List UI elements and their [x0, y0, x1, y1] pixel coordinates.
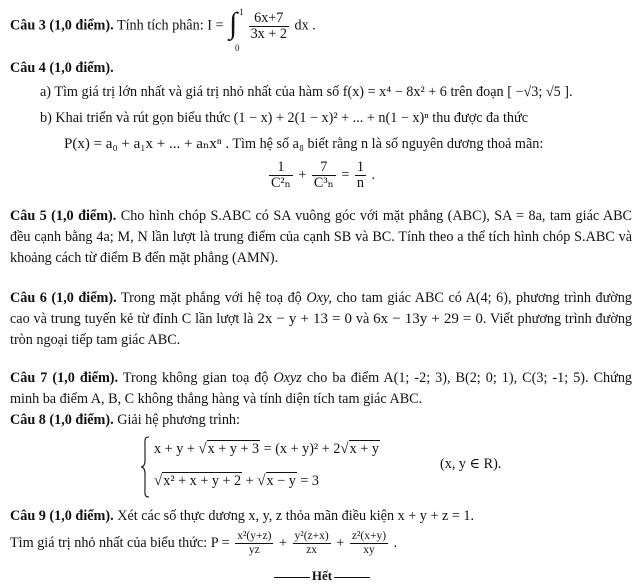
q3-numerator: 6x+7 — [249, 11, 289, 27]
question-4a — [40, 82, 632, 103]
q7-text1: Trong không gian toạ độ — [122, 370, 269, 386]
q4b-plus: + — [298, 166, 307, 183]
q4b-equals: = — [341, 166, 350, 183]
q9-title: Câu 9 (1,0 điểm). — [10, 508, 114, 524]
question-4b — [40, 108, 632, 129]
q4b-frac2 — [312, 160, 336, 191]
q4b-end: . — [371, 166, 376, 183]
integral-sign: ∫ 1 0 — [227, 8, 243, 44]
q7-text2: cho ba điểm A(1; -2; 3), B(2; 0; 1), C(3; -1; 5). Chứng minh ba điểm A, B, C không thẳng hàng và tính diện tích tam giác ABC. — [10, 370, 633, 407]
integral-lower: 0 — [235, 43, 240, 53]
q6-title: Câu 6 (1,0 điểm). — [10, 290, 117, 306]
eq1-radicand2: x + y — [349, 441, 379, 457]
eq2-radicand2: x − y — [266, 473, 296, 489]
q4b-text1: Khai triển và rút gọn biểu thức — [55, 110, 231, 126]
footer-text: Hết — [311, 568, 333, 583]
q4b-text2: thu được đa thức — [432, 110, 529, 126]
q3-text: Tính tích phân: — [116, 17, 204, 34]
q4b-text3: Tìm hệ số a₈ biết rằng n là số nguyên dương thoả mãn: — [232, 136, 544, 152]
question-8 — [10, 410, 632, 431]
q9-frac2 — [293, 530, 331, 557]
question-7 — [10, 368, 632, 410]
footer-line-right — [334, 577, 370, 578]
q6-oxy: Oxy, — [306, 290, 332, 306]
q9-text2: Tìm giá trị nhỏ nhất của biểu thức: — [10, 534, 208, 551]
q9-frac1-num: x²(y+z) — [237, 530, 272, 542]
q6-eq1: 2x − y + 13 = 0 — [257, 311, 353, 327]
eq1-radicand1: x + y + 3 — [207, 441, 260, 457]
q9-plus1: + — [278, 534, 287, 551]
equation-system — [140, 436, 620, 500]
q3-fraction — [249, 11, 289, 42]
q8-title: Câu 8 (1,0 điểm). — [10, 412, 114, 428]
q9-text: Xét các số thực dương x, y, z thỏa mãn điều kiện x + y + z = 1. — [117, 508, 475, 524]
q9-end: . — [393, 534, 398, 551]
q9-frac3-den: xy — [363, 544, 375, 556]
q4b-expression: (1 − x) + 2(1 − x)² + ... + n(1 − x)ⁿ — [233, 110, 429, 126]
frac1-num: 1 — [269, 160, 293, 176]
eq1-part-a: x + y + — [154, 441, 195, 457]
q6-text1: Trong mặt phẳng với hệ toạ độ — [120, 290, 302, 306]
question-5 — [10, 206, 632, 269]
eq1-sqrt1: √x + y + 3 — [198, 441, 260, 457]
q5-title: Câu 5 (1,0 điểm). — [10, 208, 117, 224]
q9-lhs: P = — [210, 534, 230, 551]
question-4-title — [10, 58, 632, 79]
eq2-plus: + — [245, 473, 254, 489]
q4-title: Câu 4 (1,0 điểm). — [10, 60, 114, 76]
eq1-part-b: = (x + y)² + 2 — [263, 441, 341, 457]
integral-upper: 1 — [239, 7, 244, 17]
q3-title: Câu 3 (1,0 điểm). — [10, 17, 114, 34]
eq2-radicand1: x² + x + y + 2 — [163, 473, 242, 489]
q7-oxyz: Oxyz — [273, 370, 302, 386]
q4b-label: b) — [40, 110, 52, 126]
q4b-frac3 — [355, 160, 366, 191]
q9-frac2-num: y²(z+x) — [294, 530, 329, 542]
q4b-polynomial: P(x) = a₀ + a₁x + ... + aₙxⁿ . — [64, 136, 230, 152]
question-9 — [10, 506, 632, 527]
frac3-num: 1 — [356, 159, 364, 175]
system-eq1 — [154, 438, 380, 460]
question-4b-poly — [64, 134, 632, 155]
eq2-sqrt1: √x² + x + y + 2 — [154, 473, 242, 489]
frac2-den: C³ₙ — [313, 175, 334, 191]
frac2-num: 7 — [312, 160, 336, 176]
q9-frac2-den: zx — [306, 544, 318, 556]
question-4b-equation — [10, 160, 632, 191]
frac3-den: n — [356, 175, 364, 191]
q3-dx: dx . — [294, 17, 316, 34]
question-9-expression — [10, 530, 632, 557]
question-6 — [10, 288, 632, 351]
eq1-sqrt2: √x + y — [340, 441, 379, 457]
q4a-text: Tìm giá trị lớn nhất và giá trị nhỏ nhất của hàm số — [54, 84, 340, 100]
q5-text: Cho hình chóp S.ABC có SA vuông góc với mặt phẳng (ABC), SA = 8a, tam giác ABC đều cạnh bằng 4a; M, N lần lượt là trung điểm của cạnh SB và BC. Tính theo a thể tích hình chóp S.ABC và khoảng cách từ điểm B đến mặt phẳng (AMN). — [10, 208, 633, 266]
q3-lhs: I = — [207, 17, 224, 34]
q3-denominator: 3x + 2 — [250, 25, 287, 42]
q6-text3: . Viết phương trình đường tròn ngoại tiếp tam giác ABC. — [10, 311, 633, 348]
eq2-sqrt2: √x − y — [257, 473, 296, 489]
q6-eq2: 6x − 13y + 29 = 0 — [373, 311, 483, 327]
system-eq2 — [154, 470, 319, 492]
frac1-den: C²ₙ — [270, 175, 291, 191]
footer-line-left — [274, 577, 310, 578]
q4a-label: a) — [40, 84, 52, 100]
q9-frac3-num: z²(x+y) — [351, 530, 387, 542]
q4a-interval-text: trên đoạn — [450, 84, 504, 100]
brace-icon — [140, 436, 150, 498]
q9-frac1-den: yz — [248, 544, 260, 556]
eq2-part-c: = 3 — [300, 473, 319, 489]
q9-frac3 — [350, 530, 388, 557]
q7-title: Câu 7 (1,0 điểm). — [10, 370, 119, 386]
q4b-frac1 — [269, 160, 293, 191]
page-footer — [262, 568, 382, 584]
q8-text: Giải hệ phương trình: — [117, 412, 240, 428]
system-domain: (x, y ∈ R). — [440, 456, 502, 472]
q6-and: và — [355, 311, 370, 327]
q9-plus2: + — [336, 534, 345, 551]
q4a-interval: [ −√3; √5 ]. — [507, 84, 573, 100]
q4a-function: f(x) = x⁴ − 8x² + 6 — [342, 84, 447, 100]
question-3 — [10, 7, 632, 53]
q9-frac1 — [235, 530, 273, 557]
q6-text2: cho tam giác ABC có A(4; 6), phương trình đường cao và trung tuyến kẻ từ đỉnh C lần lượt là — [10, 290, 632, 327]
